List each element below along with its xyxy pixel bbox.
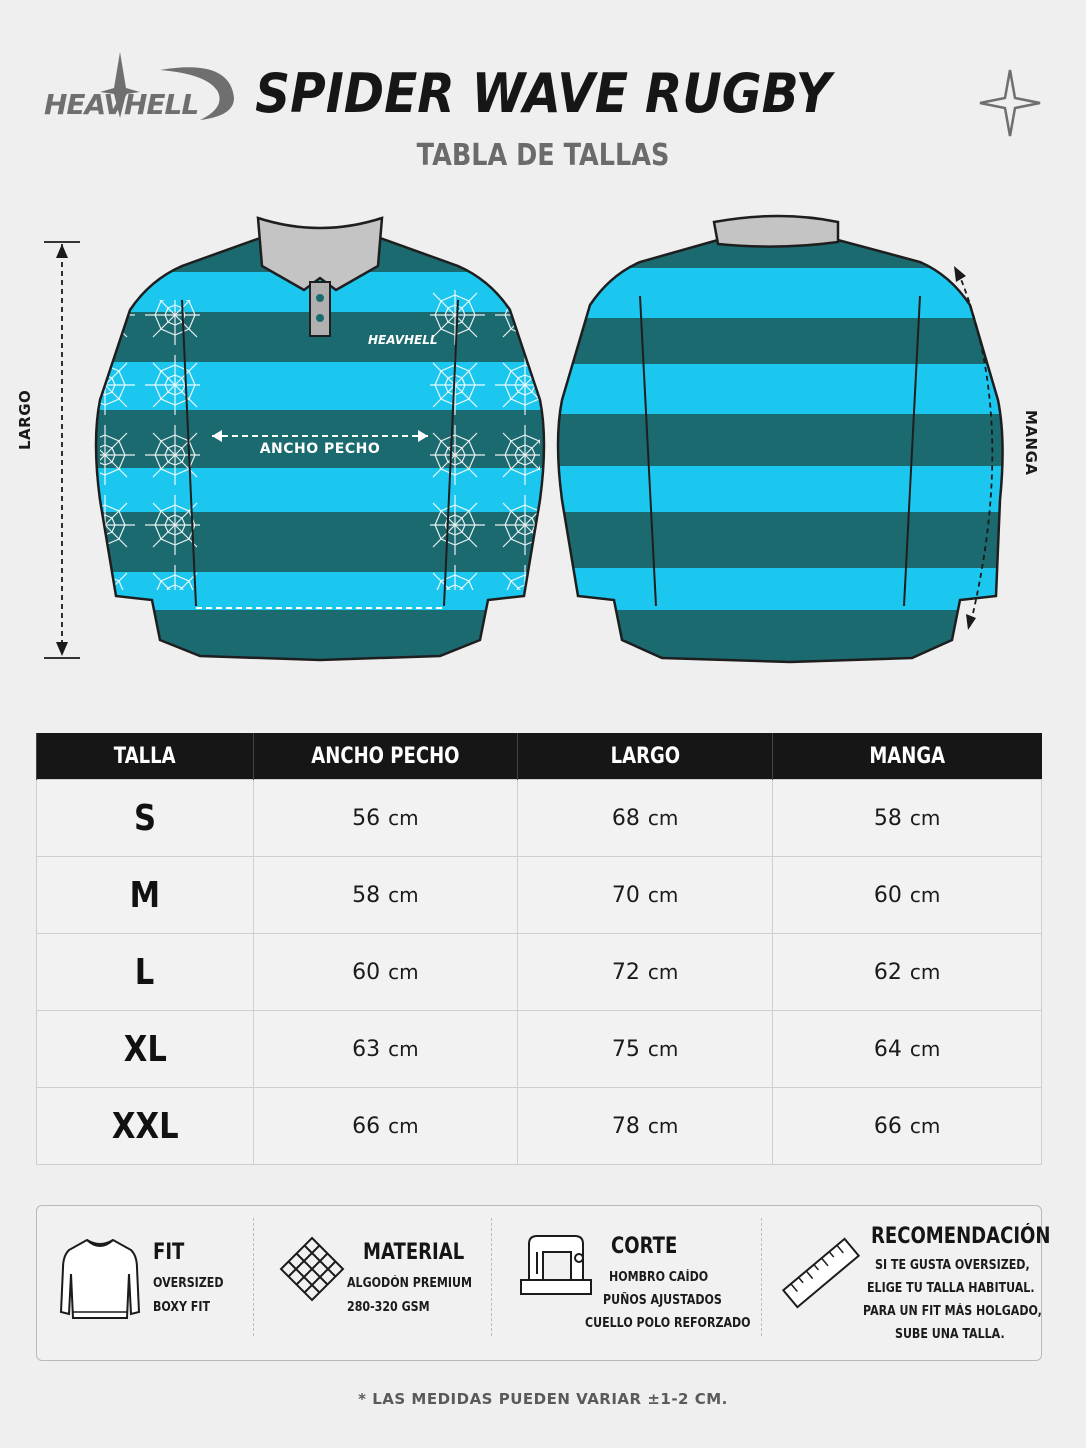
largo-cell: 70 cm: [518, 857, 773, 934]
manga-cell: 60 cm: [773, 857, 1042, 934]
material-line-2: 280-320 GSM: [347, 1300, 430, 1315]
measurement-footnote: * LAS MEDIDAS PUEDEN VARIAR ±1-2 CM.: [358, 1390, 728, 1408]
header-ancho-pecho: ANCHO PECHO: [253, 733, 517, 780]
manga-cell: 64 cm: [773, 1011, 1042, 1088]
product-info-box: [36, 1205, 1051, 1361]
material-title: MATERIAL: [363, 1240, 465, 1265]
pecho-cell: 58 cm: [253, 857, 517, 934]
size-cell: S: [37, 780, 254, 857]
sparkle-star-icon: [978, 68, 1042, 138]
table-row: [37, 780, 1042, 857]
size-chart-table: [36, 733, 1042, 1165]
ancho-pecho-dimension-label: ANCHO PECHO: [259, 441, 381, 457]
largo-cell: 68 cm: [518, 780, 773, 857]
recomendacion-line-2: ELIGE TU TALLA HABITUAL.: [867, 1281, 1035, 1296]
pecho-cell: 60 cm: [253, 934, 517, 1011]
size-cell: M: [37, 857, 254, 934]
corte-line-1: HOMBRO CAÍDO: [609, 1270, 709, 1285]
chest-logo: HEAVHELL: [368, 333, 438, 347]
table-header-row: [37, 733, 1042, 780]
corte-title: CORTE: [611, 1234, 678, 1259]
size-cell: XL: [37, 1011, 254, 1088]
largo-dimension-label: LARGO: [16, 389, 34, 450]
manga-cell: 66 cm: [773, 1088, 1042, 1165]
table-row: [37, 1088, 1042, 1165]
sweatshirt-icon: [59, 1234, 141, 1324]
table-row: [37, 934, 1042, 1011]
largo-cell: 78 cm: [518, 1088, 773, 1165]
header-talla: TALLA: [37, 733, 254, 780]
recomendacion-line-3: PARA UN FIT MÁS HOLGADO,: [863, 1304, 1042, 1319]
largo-cell: 72 cm: [518, 934, 773, 1011]
recomendacion-title: RECOMENDACIÓN: [871, 1224, 1051, 1249]
corte-line-3: CUELLO POLO REFORZADO: [585, 1316, 751, 1331]
sewing-machine-icon: [519, 1230, 593, 1298]
page-title: SPIDER WAVE RUGBY: [255, 62, 831, 125]
page-subtitle: TABLA DE TALLAS: [416, 138, 670, 173]
manga-cell: 58 cm: [773, 780, 1042, 857]
table-row: [37, 1011, 1042, 1088]
garment-illustration: [0, 200, 1086, 680]
table-row: [37, 857, 1042, 934]
fabric-weave-icon: [277, 1234, 347, 1304]
size-cell: L: [37, 934, 254, 1011]
largo-cell: 75 cm: [518, 1011, 773, 1088]
manga-dimension-label: MANGA: [1022, 410, 1040, 476]
corte-line-2: PUÑOS AJUSTADOS: [603, 1293, 722, 1308]
pecho-cell: 66 cm: [253, 1088, 517, 1165]
material-line-1: ALGODÓN PREMIUM: [347, 1276, 472, 1291]
fit-line-2: BOXY FIT: [153, 1300, 210, 1315]
pecho-cell: 56 cm: [253, 780, 517, 857]
brand-name: HEAVHELL: [44, 88, 199, 121]
ruler-icon: [781, 1236, 861, 1310]
recomendacion-line-4: SUBE UNA TALLA.: [895, 1327, 1005, 1342]
pecho-cell: 63 cm: [253, 1011, 517, 1088]
manga-cell: 62 cm: [773, 934, 1042, 1011]
size-cell: XXL: [37, 1088, 254, 1165]
header-largo: LARGO: [518, 733, 773, 780]
back-view: [550, 230, 1010, 670]
fit-line-1: OVERSIZED: [153, 1276, 224, 1291]
fit-title: FIT: [153, 1240, 185, 1265]
recomendacion-line-1: SI TE GUSTA OVERSIZED,: [875, 1258, 1030, 1273]
header-manga: MANGA: [773, 733, 1042, 780]
